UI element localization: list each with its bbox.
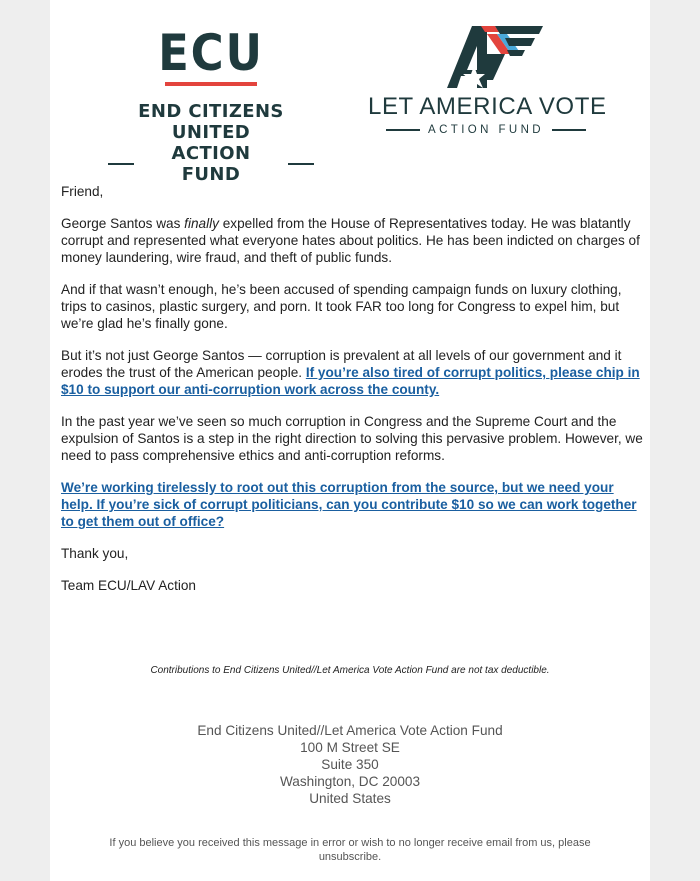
lav-logo (368, 24, 607, 136)
contribute-link[interactable]: We’re working tirelessly to root out this corruption from the source, but we need your help. If you’re sick of corrupt politicians, can you contribute $10 so we can work together to get them out of office? (61, 480, 637, 529)
chip-in-link[interactable]: If you’re also tired of corrupt politics, please chip in $10 to support our anti-corruption work across the county. (61, 365, 640, 397)
address-line: 100 M Street SE (300, 740, 400, 755)
paragraph-1-emphasis: finally (184, 216, 219, 231)
lav-logo-name: LET AMERICA VOTE (368, 93, 607, 120)
signoff: Thank you, (61, 546, 129, 561)
address-line: End Citizens United//Let America Vote Action Fund (197, 723, 503, 738)
ecu-logo (108, 26, 314, 185)
paragraph-1 (61, 215, 643, 266)
mailing-address (50, 722, 650, 807)
signature: Team ECU/LAV Action (61, 578, 196, 593)
ecu-logo-name-line1: END CITIZENS UNITED (138, 101, 284, 143)
ecu-logo-name-line2: ACTION FUND (171, 143, 251, 185)
ecu-logo-subline (108, 143, 314, 185)
paragraph-3-text: But it’s not just George Santos — corruption is prevalent at all levels of our government and it erodes the trust of the American people. (61, 348, 622, 380)
paragraph-1-start: George Santos was (61, 216, 185, 231)
email-content (61, 183, 643, 609)
lav-logo-sub: ACTION FUND (428, 124, 544, 136)
lav-logo-subline (368, 124, 604, 136)
paragraph-5 (61, 479, 643, 530)
address-line: United States (309, 791, 391, 806)
ecu-logo-mark: ECU (158, 24, 264, 82)
divider (288, 163, 314, 165)
lav-logo-mark-icon (427, 24, 545, 88)
paragraph-1-end: expelled from the House of Representatives today. He was blatantly corrupt and represented what everyone hates about politics. He has been indicted on charges of money laundering, wire fraud, and theft of public funds. (61, 216, 640, 265)
unsubscribe-notice[interactable]: If you believe you received this message in error or wish to no longer receive email from us, please unsubscribe. (109, 837, 591, 863)
paragraph-3 (61, 347, 643, 398)
divider (552, 129, 586, 131)
email-body (50, 0, 650, 881)
address-line: Washington, DC 20003 (279, 774, 421, 789)
ecu-logo-name (108, 101, 314, 185)
address-line: Suite 350 (321, 757, 379, 772)
paragraph-2: And if that wasn’t enough, he’s been accused of spending campaign funds on luxury clothing, trips to casinos, plastic surgery, and porn. It took FAR too long for Congress to expel him, but we’re glad he’s finally gone. (61, 282, 622, 331)
tax-disclaimer: Contributions to End Citizens United//Let America Vote Action Fund are not tax deductible. (150, 665, 550, 676)
ecu-logo-bar (165, 82, 257, 86)
divider (386, 129, 420, 131)
paragraph-4: In the past year we’ve seen so much corruption in Congress and the Supreme Court and the expulsion of Santos is a step in the right direction to solving this pervasive problem. However, we need to pass comprehensive ethics and anti-corruption reforms. (61, 414, 643, 463)
divider (108, 163, 134, 165)
greeting: Friend, (61, 184, 104, 199)
